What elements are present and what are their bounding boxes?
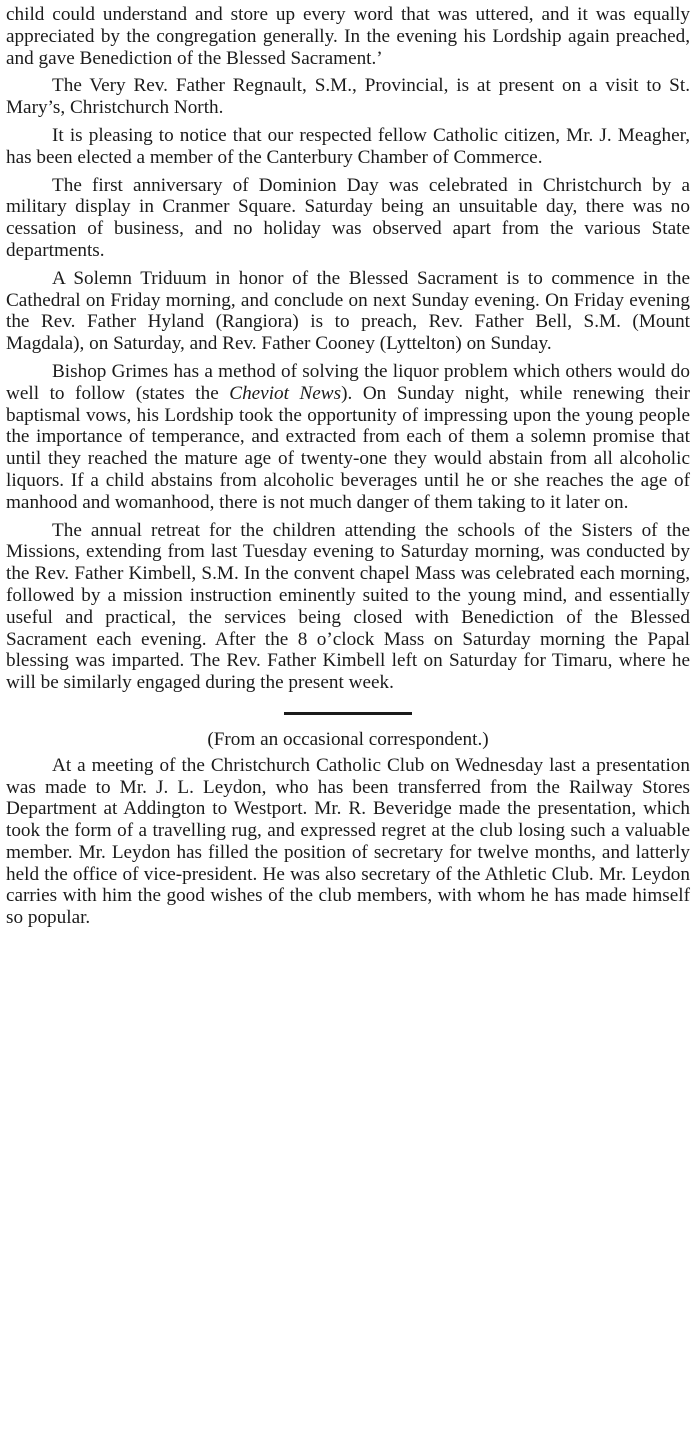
paragraph-meagher-chamber: It is pleasing to notice that our respected fellow Catholic citizen, Mr. J. Meagher, has been elected a member of the Canterbury Chamber of Commerce. <box>6 124 690 168</box>
paragraph-father-regnault: The Very Rev. Father Regnault, S.M., Provincial, is at present on a visit to St. Mary’s, Christchurch North. <box>6 75 690 119</box>
paragraph-catholic-club: At a meeting of the Christchurch Catholic Club on Wednesday last a presentation was made to Mr. J. L. Leydon, who has been transferred from the Railway Stores Department at Addington to Westport. Mr. R. Beveridge made the presentation, which took the form of a travelling rug, and expressed regret at the club losing such a valuable member. Mr. Leydon has filled the position of secretary for twelve months, and latterly held the office of vice-president. He was also secretary of the Athletic Club. Mr. Leydon carries with him the good wishes of the club members, with whom he has made himself so popular. <box>6 754 690 929</box>
grimes-text-end: ). On Sunday night, while renewing their baptismal vows, his Lordship took the opportunity of impressing upon the young people the importance of temperance, and extracted from each of them a solemn promise that until they reached the mature age of twenty-one they would abstain from all alcoholic liquors. If a child abstains from alcoholic beverages until he or she reaches the age of manhood and womanhood, there is not much danger of them taking to it later on. <box>6 382 690 513</box>
paragraph-annual-retreat: The annual retreat for the children attending the schools of the Sisters of the Missions, extending from last Tuesday evening to Saturday morning, was conducted by the Rev. Father Kimbell, S.M. In the convent chapel Mass was celebrated each morning, followed by a mission instruction eminently suited to the young mind, and essentially useful and practical, the services being closed with Benediction of the Blessed Sacrament each evening. After the 8 o’clock Mass on Saturday morning the Papal blessing was imparted. The Rev. Father Kimbell left on Saturday for Timaru, where he will be similarly engaged during the present week. <box>6 519 690 694</box>
section-divider <box>284 712 412 715</box>
paragraph-sermon-continued: child could understand and store up every word that was uttered, and it was equally appreciated by the congregation generally. In the evening his Lordship again preached, and gave Benediction of the Blessed Sacrament.’ <box>6 4 690 69</box>
newspaper-column <box>6 4 690 935</box>
grimes-text-start: Bishop Grimes has a method of solving the liquor problem which others would do well to follow (states the <box>6 360 690 404</box>
paragraph-solemn-triduum: A Solemn Triduum in honor of the Blessed Sacrament is to commence in the Cathedral on Friday morning, and conclude on next Sunday evening. On Friday evening the Rev. Father Hyland (Rangiora) is to preach, Rev. Father Bell, S.M. (Mount Magdala), on Saturday, and Rev. Father Cooney (Lyttelton) on Sunday. <box>6 267 690 355</box>
paragraph-bishop-grimes <box>6 361 690 514</box>
paragraph-dominion-day: The first anniversary of Dominion Day was celebrated in Christchurch by a military display in Cranmer Square. Saturday being an unsuitable day, there was no cessation of business, and no holiday was observed apart from the various State departments. <box>6 174 690 261</box>
newspaper-source-title: Cheviot News <box>229 382 342 404</box>
correspondent-heading: (From an occasional correspondent.) <box>207 728 489 750</box>
